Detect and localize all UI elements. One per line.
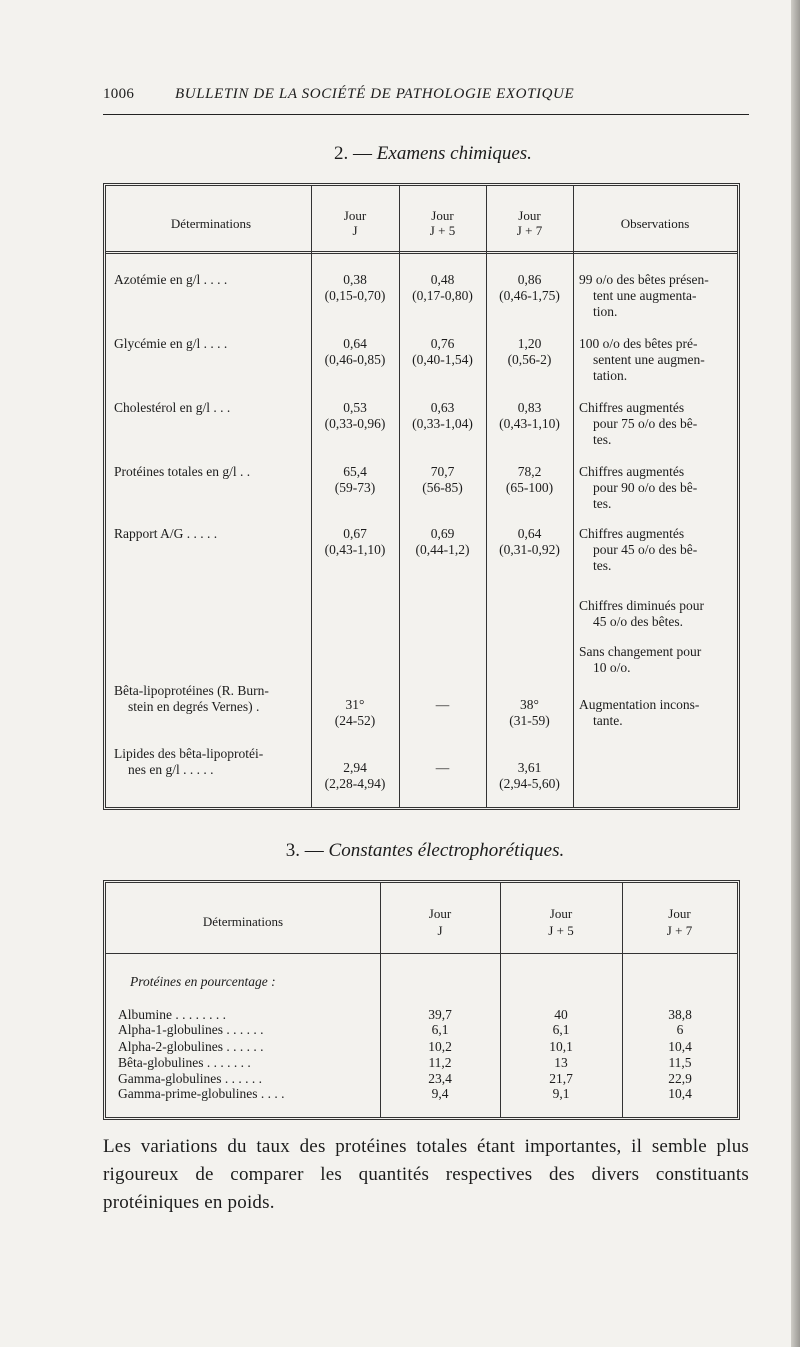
value-j5 <box>399 760 486 776</box>
header-text: Jour <box>668 906 691 921</box>
value-j5 <box>399 464 486 496</box>
label-line: Azotémie en g/l . . . . <box>114 272 228 287</box>
observation <box>579 336 737 384</box>
header-text: J + 5 <box>429 223 456 238</box>
value-line: (0,43-1,10) <box>499 416 560 431</box>
value-j7: 10,4 <box>668 1039 692 1054</box>
header-jour-j5 <box>399 208 486 238</box>
value-line: 1,20 <box>517 336 542 351</box>
row-label <box>114 272 310 288</box>
header-text: Jour <box>343 208 367 223</box>
label-line: Protéines totales en g/l . . <box>114 464 251 479</box>
value-line: (0,31-0,92) <box>499 542 560 557</box>
value-line: 65,4 <box>343 464 367 479</box>
obs-line: 99 o/o des bêtes présen- <box>579 272 709 287</box>
electrophoretic-table <box>103 880 740 1120</box>
value-j: 23,4 <box>428 1071 452 1086</box>
header-text: J <box>437 923 443 938</box>
obs-line: Augmentation incons- <box>579 697 700 712</box>
observation <box>579 400 737 448</box>
value-j7: 11,5 <box>668 1055 692 1070</box>
value-line: (0,56-2) <box>507 352 552 367</box>
value-line: 0,86 <box>517 272 542 287</box>
value-j7 <box>486 400 573 432</box>
value-j5: 13 <box>554 1055 568 1070</box>
proteins-percent-subheading: Protéines en pourcentage : <box>130 974 276 989</box>
value-j7 <box>486 336 573 368</box>
header-rule <box>103 114 749 115</box>
row-label: Gamma-prime-globulines . . . . <box>118 1086 285 1101</box>
row-label <box>114 336 310 352</box>
header-jour-j7 <box>486 208 573 238</box>
value-line: 0,76 <box>430 336 455 351</box>
value-line: (0,40-1,54) <box>412 352 473 367</box>
header-observations: Observations <box>620 216 690 231</box>
obs-line: Sans changement pour <box>579 644 702 659</box>
value-j7: 6 <box>676 1022 684 1037</box>
row-label <box>114 683 310 715</box>
label-line: Rapport A/G . . . . . <box>114 526 218 541</box>
value-line: (0,43-1,10) <box>324 542 386 557</box>
header-jour-j <box>380 905 500 939</box>
value-j5: 6,1 <box>552 1022 570 1037</box>
value-line: (0,44-1,2) <box>415 542 470 557</box>
value-line: (59-73) <box>334 480 376 495</box>
obs-line: pour 90 o/o des bê- <box>593 480 698 495</box>
value-line: 38° <box>520 697 539 712</box>
value-line: (65-100) <box>505 480 554 495</box>
header-text: Jour <box>431 208 454 223</box>
value-line: — <box>435 697 450 712</box>
value-line: (0,46-0,85) <box>324 352 386 367</box>
value-j7 <box>486 464 573 496</box>
value-line: (56-85) <box>422 480 463 495</box>
section-2-number: 2. — <box>334 143 373 164</box>
value-j <box>311 400 399 432</box>
header-text: J + 7 <box>516 223 543 238</box>
value-j <box>311 272 399 304</box>
value-line: (2,28-4,94) <box>324 776 386 791</box>
chemical-exams-table <box>103 183 740 810</box>
observation <box>579 526 737 676</box>
label-line: Bêta-lipoprotéines (R. Burn- <box>114 683 269 698</box>
value-j5 <box>399 272 486 304</box>
observation <box>579 272 737 320</box>
value-line: 70,7 <box>430 464 455 479</box>
obs-line: tes. <box>593 432 612 447</box>
section-3-number: 3. — <box>285 840 324 861</box>
obs-line: pour 45 o/o des bê- <box>593 542 698 557</box>
obs-line: tion. <box>593 304 618 319</box>
value-line: 31° <box>345 697 365 712</box>
row-label <box>114 464 310 480</box>
value-j7: 22,9 <box>668 1071 692 1086</box>
section-3-title <box>255 840 595 862</box>
obs-line: tent une augmenta- <box>593 288 697 303</box>
row-label <box>114 400 310 416</box>
value-line: 0,83 <box>517 400 542 415</box>
row-label <box>114 526 310 542</box>
header-determinations: Déterminations <box>202 914 284 929</box>
value-j5: 21,7 <box>549 1071 573 1086</box>
value-line: (0,33-1,04) <box>412 416 473 431</box>
value-j5: 9,1 <box>552 1086 570 1101</box>
value-j: 6,1 <box>431 1022 449 1037</box>
value-line: — <box>435 760 450 775</box>
value-j <box>311 464 399 496</box>
value-line: 78,2 <box>517 464 542 479</box>
header-divider <box>106 953 737 954</box>
value-line: 0,53 <box>343 400 367 415</box>
value-j5: 40 <box>554 1007 568 1022</box>
value-j7 <box>486 760 573 792</box>
value-line: 0,63 <box>430 400 455 415</box>
value-line: (0,15-0,70) <box>324 288 386 303</box>
obs-line: Chiffres augmentés <box>579 464 685 479</box>
value-j7: 38,8 <box>668 1007 692 1022</box>
value-line: 0,64 <box>517 526 542 541</box>
header-text: Jour <box>428 906 452 921</box>
row-label: Bêta-globulines . . . . . . . <box>118 1055 251 1070</box>
obs-line: 100 o/o des bêtes pré- <box>579 336 698 351</box>
label-line: nes en g/l . . . . . <box>128 762 214 777</box>
value-line: (2,94-5,60) <box>499 776 560 791</box>
label-line: Cholestérol en g/l . . . <box>114 400 231 415</box>
label-line: Glycémie en g/l . . . . <box>114 336 228 351</box>
value-line: 0,48 <box>430 272 455 287</box>
value-j5 <box>399 526 486 558</box>
label-line: stein en degrés Vernes) . <box>128 699 260 714</box>
section-3-heading: Constantes électrophorétiques. <box>328 840 565 861</box>
row-label: Alpha-1-globulines . . . . . . <box>118 1022 264 1037</box>
value-j5 <box>399 400 486 432</box>
label-line: Lipides des bêta-lipoprotéi- <box>114 746 264 761</box>
value-j <box>311 336 399 368</box>
journal-title: BULLETIN DE LA SOCIÉTÉ DE PATHOLOGIE EXOTIQUE <box>175 86 575 102</box>
value-j5: 10,1 <box>549 1039 573 1054</box>
header-jour-j5 <box>500 905 622 939</box>
value-line: 0,67 <box>343 526 367 541</box>
observation <box>579 697 737 729</box>
value-line: (0,17-0,80) <box>412 288 473 303</box>
header-determinations: Déterminations <box>170 216 252 231</box>
column-divider <box>573 186 574 807</box>
value-j: 10,2 <box>428 1039 452 1054</box>
value-j <box>311 526 399 558</box>
observation <box>579 464 737 512</box>
value-line: 2,94 <box>343 760 367 775</box>
value-line: (0,33-0,96) <box>324 416 386 431</box>
value-line: 3,61 <box>517 760 542 775</box>
section-2-heading: Examens chimiques. <box>376 143 532 164</box>
header-text: J + 7 <box>666 923 693 938</box>
body-paragraph: Les variations du taux des protéines totales étant importantes, il semble plus rigoureux de comparer les quantités respectives des divers constituants protéiniques en poids. <box>103 1136 749 1213</box>
header-jour-j <box>311 208 399 238</box>
value-line: (24-52) <box>334 713 376 728</box>
value-line: (31-59) <box>509 713 550 728</box>
header-jour-j7 <box>622 905 737 939</box>
section-2-title <box>303 143 563 165</box>
obs-line: tation. <box>593 368 628 383</box>
value-line: 0,38 <box>343 272 367 287</box>
value-j7 <box>486 526 573 558</box>
row-label <box>114 746 310 778</box>
value-j <box>311 760 399 792</box>
obs-line: tes. <box>593 558 612 573</box>
value-line: 0,64 <box>343 336 367 351</box>
obs-line: tante. <box>593 713 623 728</box>
obs-line: tes. <box>593 496 612 511</box>
value-j7 <box>486 272 573 304</box>
header-text: J + 5 <box>548 923 574 938</box>
value-j7 <box>486 697 573 729</box>
header-text: Jour <box>518 208 541 223</box>
value-j: 9,4 <box>431 1086 449 1101</box>
value-j7: 10,4 <box>668 1086 692 1101</box>
row-label: Alpha-2-globulines . . . . . . <box>118 1039 264 1054</box>
page-number: 1006 <box>103 86 135 102</box>
page-edge-shadow <box>791 0 800 1347</box>
value-j <box>311 697 399 729</box>
header-text: J <box>352 223 358 238</box>
header-text: Jour <box>549 906 573 921</box>
value-line: 0,69 <box>430 526 455 541</box>
value-j: 39,7 <box>428 1007 452 1022</box>
obs-line: Chiffres augmentés <box>579 400 685 415</box>
obs-line: Chiffres augmentés <box>579 526 685 541</box>
obs-line: 10 o/o. <box>593 660 631 675</box>
obs-line: sentent une augmen- <box>593 352 705 367</box>
value-line: (0,46-1,75) <box>499 288 560 303</box>
row-label: Albumine . . . . . . . . <box>118 1007 226 1022</box>
header-divider <box>106 251 737 254</box>
obs-line: 45 o/o des bêtes. <box>593 614 683 629</box>
row-label: Gamma-globulines . . . . . . <box>118 1071 262 1086</box>
obs-line: Chiffres diminués pour <box>579 598 704 613</box>
value-j: 11,2 <box>428 1055 452 1070</box>
obs-line: pour 75 o/o des bê- <box>593 416 698 431</box>
value-j5 <box>399 697 486 713</box>
value-j5 <box>399 336 486 368</box>
